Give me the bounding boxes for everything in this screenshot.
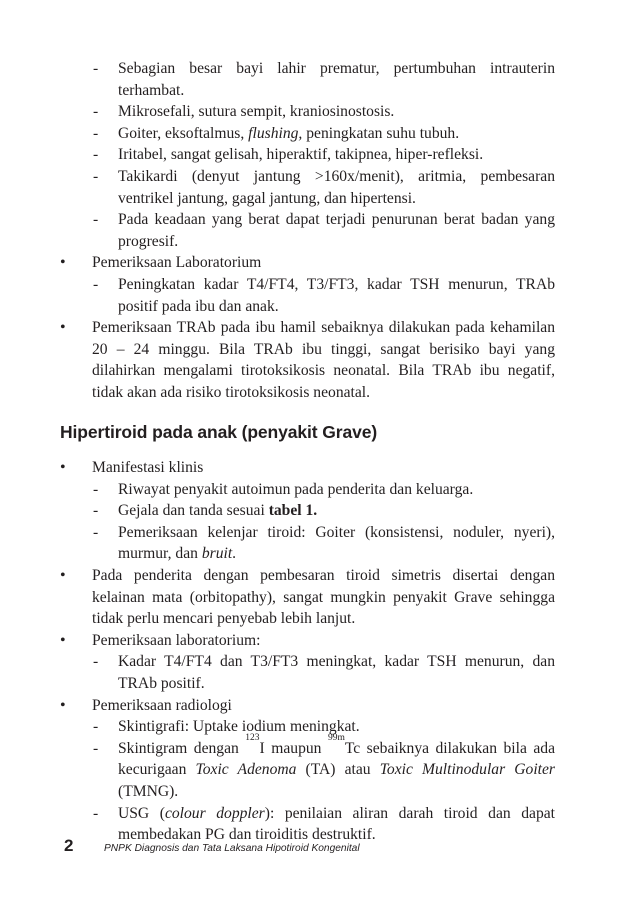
list-item <box>60 479 555 501</box>
dash-marker: - <box>93 167 99 185</box>
list-item <box>60 651 555 694</box>
item-text: Pemeriksaan Laboratorium <box>92 254 262 272</box>
dash-marker: - <box>93 523 99 541</box>
page-footer <box>64 836 360 856</box>
page-content <box>60 58 555 846</box>
list-item <box>60 565 555 630</box>
item-text: peningkatan suhu tubuh. <box>302 124 460 142</box>
list-item <box>60 58 555 101</box>
list-item <box>60 317 555 403</box>
bullet-marker: • <box>60 696 66 714</box>
bullet-marker: • <box>60 567 66 585</box>
bullet-marker: • <box>60 459 66 477</box>
list-item <box>60 209 555 252</box>
item-text: Pada keadaan yang berat dapat terjadi penurunan berat badan yang progresif. <box>118 211 555 250</box>
dash-marker: - <box>93 103 99 121</box>
item-text: Pemeriksaan kelenjar tiroid: Goiter (konsistensi, noduler, nyeri), murmur, dan <box>118 523 555 563</box>
dash-marker: - <box>93 718 99 736</box>
list-item <box>60 274 555 317</box>
section-heading: Hipertiroid pada anak (penyakit Grave) <box>60 421 378 442</box>
item-text: USG ( <box>118 804 165 822</box>
item-text: Skintigrafi: Uptake iodium meningkat. <box>118 718 360 736</box>
dash-marker: - <box>93 804 99 822</box>
list-item <box>60 500 555 522</box>
item-text-italic: Toxic Adenoma <box>195 761 297 779</box>
isotope-superscript: 99m <box>327 732 345 743</box>
dash-marker: - <box>93 211 99 229</box>
item-text: (TA) atau <box>296 761 380 779</box>
item-text: Skintigram dengan <box>118 739 246 757</box>
list-item <box>60 144 555 166</box>
list-item <box>60 695 555 717</box>
item-text: Pada penderita dengan pembesaran tiroid simetris disertai dengan kelainan mata (orbitopathy), sangat mungkin penyakit Grave sehingga tidak perlu mencari penyebab lebih lanjut. <box>92 567 555 628</box>
dash-marker: - <box>93 124 99 142</box>
item-text: Mikrosefali, sutura sempit, kraniosinostosis. <box>118 103 395 121</box>
item-text-italic: bruit <box>201 545 233 563</box>
bullet-marker: • <box>60 319 66 337</box>
dash-marker: - <box>93 653 99 671</box>
dash-marker: - <box>93 739 99 757</box>
bullet-marker: • <box>60 254 66 272</box>
item-text: (TMNG). <box>118 783 179 800</box>
item-text-italic: flushing, <box>248 124 303 142</box>
item-text: ): penilaian aliran darah tiroid dan dapat membedakan PG dan tiroiditis destruktif. <box>118 804 555 844</box>
item-text: Iritabel, sangat gelisah, hiperaktif, takipnea, hiper-refleksi. <box>118 146 484 164</box>
item-text: I maupun <box>259 739 328 757</box>
item-text: Kadar T4/FT4 dan T3/FT3 meningkat, kadar TSH menurun, dan TRAb positif. <box>118 653 555 693</box>
list-item <box>60 732 555 803</box>
item-text: Takikardi (denyut jantung >160x/menit), aritmia, pembesaran ventrikel jantung, gagal jantung, dan hipertensi. <box>118 167 555 207</box>
list-item <box>60 522 555 565</box>
list-item <box>60 630 555 652</box>
item-text: Pemeriksaan radiologi <box>92 696 232 714</box>
list-item <box>60 252 555 274</box>
item-text: Pemeriksaan TRAb pada ibu hamil sebaiknya dilakukan pada kehamilan 20 – 24 minggu. Bila TRAb ibu tinggi, sangat berisiko bayi yang dilahirkan mengalami tirotoksikosis neonatal. Bila TRAb ibu negatif, tidak akan ada risiko tirotoksikosis neonatal. <box>92 319 555 401</box>
dash-marker: - <box>93 502 99 520</box>
table-reference: tabel 1. <box>268 502 318 520</box>
item-text: Pemeriksaan laboratorium: <box>92 631 261 649</box>
item-text: . <box>232 545 237 563</box>
list-item <box>60 123 555 145</box>
dash-marker: - <box>93 480 99 498</box>
list-item <box>60 166 555 209</box>
item-text: Peningkatan kadar T4/FT4, T3/FT3, kadar TSH menurun, TRAb positif pada ibu dan anak. <box>118 275 555 315</box>
item-text: Goiter, eksoftalmus, <box>118 124 249 142</box>
item-text: Riwayat penyakit autoimun pada penderita dan keluarga. <box>118 480 474 498</box>
list-item <box>60 101 555 123</box>
item-text: Sebagian besar bayi lahir prematur, pertumbuhan intrauterin terhambat. <box>118 60 555 99</box>
isotope-superscript: 123 <box>245 732 260 743</box>
item-text: Tc sebaiknya dilakukan bila ada kecurigaan <box>118 739 555 779</box>
dash-marker: - <box>93 60 99 77</box>
page-number: 2 <box>64 836 74 855</box>
item-text: Manifestasi klinis <box>92 459 204 477</box>
list-item <box>60 716 555 738</box>
item-text-italic: Toxic Multinodular Goiter <box>379 761 555 779</box>
dash-marker: - <box>93 275 99 293</box>
dash-marker: - <box>93 146 99 164</box>
bullet-marker: • <box>60 631 66 649</box>
item-text: Gejala dan tanda sesuai <box>118 502 269 520</box>
running-title: PNPK Diagnosis dan Tata Laksana Hipotiroid Kongenital <box>104 843 360 854</box>
list-item <box>60 457 555 479</box>
item-text-italic: colour doppler <box>164 804 265 822</box>
